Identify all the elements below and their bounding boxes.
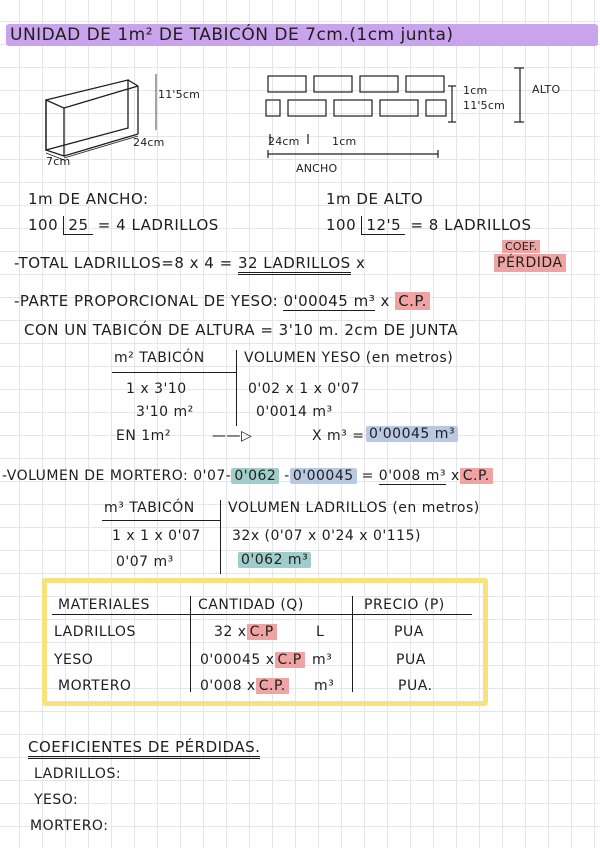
coef-item-ladrillos: LADRILLOS: bbox=[34, 766, 122, 782]
mortero-eq: = bbox=[361, 468, 374, 484]
yeso-prefix: -PARTE PROPORCIONAL DE YESO: bbox=[14, 292, 279, 310]
ancho-result: = 4 LADRILLOS bbox=[97, 216, 219, 234]
yeso-table-divider bbox=[236, 350, 237, 426]
wall-brick-h-label: 11'5cm bbox=[463, 99, 505, 112]
materials-row2-material: YESO bbox=[54, 652, 94, 668]
mortero-times: x bbox=[450, 468, 460, 484]
mortero-v3: 0'008 m³ bbox=[378, 468, 446, 484]
yeso-table-r2c1: 3'10 m² bbox=[136, 404, 194, 420]
mortero-table-r1c2: 32x (0'07 x 0'24 x 0'115) bbox=[232, 528, 421, 544]
materials-divider-2 bbox=[352, 596, 353, 692]
wall-joint-h-label: 1cm bbox=[332, 135, 357, 148]
yeso-table-col1-header: m² TABICÓN bbox=[114, 350, 205, 366]
wall-joint-v-label: 1cm bbox=[463, 84, 488, 97]
mortero-table-col2-header: VOLUMEN LADRILLOS (en metros) bbox=[228, 500, 480, 516]
ancho-divisor: 25 bbox=[63, 216, 92, 235]
yeso-table-r1c2: 0'02 x 1 x 0'07 bbox=[248, 381, 360, 397]
wall-alto-label: ALTO bbox=[532, 83, 561, 96]
mortero-table-r1c1: 1 x 1 x 0'07 bbox=[112, 528, 201, 544]
mortero-table-r2c2: 0'062 m³ bbox=[238, 552, 311, 568]
coef-item-mortero: MORTERO: bbox=[30, 818, 109, 834]
materials-row2-unit: m³ bbox=[312, 652, 333, 668]
wall-sketch bbox=[262, 66, 562, 166]
alto-division bbox=[326, 216, 531, 234]
materials-row3-qty-value: 0'008 x bbox=[200, 678, 256, 694]
mortero-table-divider bbox=[220, 500, 221, 574]
materials-row1-unit: L bbox=[316, 624, 325, 640]
brick-length-label: 24cm bbox=[133, 136, 165, 149]
alto-result: = 8 LADRILLOS bbox=[410, 216, 532, 234]
materials-row3-price: PUA. bbox=[398, 678, 433, 694]
page-title: UNIDAD DE 1m² DE TABICÓN DE 7cm.(1cm junta) bbox=[6, 24, 598, 46]
wall-ancho-label: ANCHO bbox=[296, 162, 338, 175]
yeso-table-r1c1: 1 x 3'10 bbox=[126, 381, 187, 397]
materials-row3-qty bbox=[200, 678, 289, 694]
yeso-en-label: EN 1m² bbox=[116, 428, 171, 444]
ancho-dividend: 100 bbox=[28, 216, 59, 234]
ancho-heading: 1m DE ANCHO: bbox=[28, 190, 149, 208]
materials-row1-price: PUA bbox=[394, 624, 424, 640]
materials-row1-material: LADRILLOS bbox=[54, 624, 136, 640]
materials-header-rule bbox=[52, 614, 472, 615]
mortero-cp: C.P. bbox=[460, 468, 493, 484]
materials-row2-price: PUA bbox=[396, 652, 426, 668]
tabicon-line: CON UN TABICÓN DE ALTURA = 3'10 m. 2cm DE JUNTA bbox=[24, 321, 459, 339]
coef-section-heading: COEFICIENTES DE PÉRDIDAS. bbox=[28, 738, 260, 759]
ancho-division bbox=[28, 216, 219, 234]
alto-heading: 1m DE ALTO bbox=[326, 190, 424, 208]
yeso-line bbox=[14, 292, 430, 310]
mortero-line bbox=[2, 468, 493, 484]
materials-row3-material: MORTERO bbox=[58, 678, 132, 694]
coef-item-yeso: YESO: bbox=[34, 792, 79, 808]
alto-divisor: 12'5 bbox=[361, 216, 405, 235]
mortero-prefix: -VOLUMEN DE MORTERO: 0'07- bbox=[2, 468, 232, 484]
mortero-table-header-rule bbox=[102, 520, 220, 521]
yeso-value: 0'00045 m³ bbox=[283, 292, 376, 310]
materials-header-qty: CANTIDAD (Q) bbox=[198, 597, 304, 613]
materials-row1-qty bbox=[214, 624, 277, 640]
yeso-x-eq: X m³ = bbox=[312, 428, 365, 444]
materials-row3-unit: m³ bbox=[314, 678, 335, 694]
total-value: 32 LADRILLOS bbox=[238, 254, 351, 275]
yeso-x-value: 0'00045 m³ bbox=[366, 426, 458, 442]
wall-brick-len-label: 24cm bbox=[268, 135, 300, 148]
brick-height-label: 11'5cm bbox=[158, 88, 200, 101]
materials-row2-qty bbox=[200, 652, 305, 668]
mortero-v2: 0'00045 bbox=[290, 468, 357, 484]
mortero-dash: - bbox=[284, 468, 290, 484]
mortero-table-r2c1: 0'07 m³ bbox=[116, 554, 174, 570]
coef-top: COEF. bbox=[502, 240, 540, 253]
mortero-table-col1-header: m³ TABICÓN bbox=[104, 500, 195, 516]
total-times: x bbox=[355, 254, 366, 272]
materials-row1-cp: C.P bbox=[247, 624, 277, 640]
materials-row2-qty-value: 0'00045 x bbox=[200, 652, 275, 668]
brick-width-label: 7cm bbox=[46, 155, 71, 168]
coef-bottom: PÉRDIDA bbox=[494, 254, 566, 272]
materials-header-price: PRECIO (P) bbox=[364, 597, 445, 613]
materials-row2-cp: C.P bbox=[275, 652, 305, 668]
mortero-v1: 0'062 bbox=[231, 468, 279, 484]
yeso-table-r2c2: 0'0014 m³ bbox=[256, 404, 333, 420]
yeso-table-col2-header: VOLUMEN YESO (en metros) bbox=[244, 350, 454, 366]
yeso-times: x bbox=[380, 292, 390, 310]
total-line bbox=[14, 254, 365, 272]
materials-header-material: MATERIALES bbox=[58, 597, 150, 613]
yeso-cp: C.P. bbox=[395, 292, 430, 310]
yeso-arrow: ——▷ bbox=[212, 428, 253, 444]
materials-row1-qty-value: 32 x bbox=[214, 624, 247, 640]
materials-divider-1 bbox=[190, 596, 191, 692]
total-prefix: -TOTAL LADRILLOS=8 x 4 = bbox=[14, 254, 233, 272]
materials-row3-cp: C.P. bbox=[256, 678, 289, 694]
alto-dividend: 100 bbox=[326, 216, 357, 234]
yeso-table-header-rule bbox=[112, 372, 236, 373]
